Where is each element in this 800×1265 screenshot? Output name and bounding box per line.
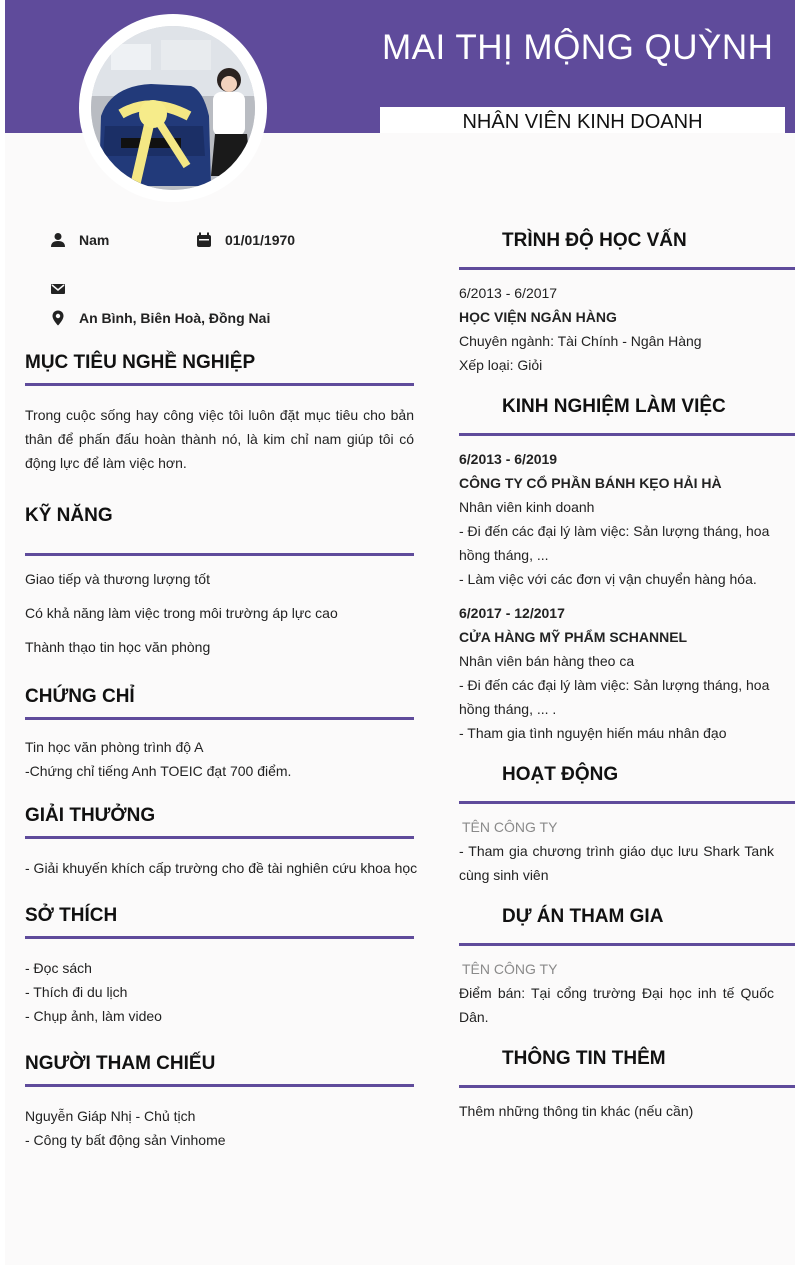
projects-divider — [459, 943, 795, 946]
experience-heading: KINH NGHIỆM LÀM VIỆC — [502, 396, 726, 417]
address-row — [50, 310, 270, 326]
education-heading: TRÌNH ĐỘ HỌC VẤN — [502, 230, 687, 251]
award-item: - Giải khuyến khích cấp trường cho đề tài nghiên cứu khoa học — [25, 860, 418, 876]
references-divider — [25, 1084, 414, 1087]
education-school: HỌC VIỆN NGÂN HÀNG — [459, 309, 617, 325]
gender-value: Nam — [79, 232, 110, 248]
experience-job — [459, 601, 769, 745]
objective-heading: MỤC TIÊU NGHỀ NGHIỆP — [25, 352, 256, 373]
awards-divider — [25, 836, 414, 839]
candidate-name: MAI THỊ MỘNG QUỲNH — [382, 28, 774, 67]
hobby-item: - Thích đi du lịch — [25, 984, 128, 1000]
skills-divider — [25, 553, 414, 556]
job-duty: hồng tháng, ... . — [459, 701, 557, 717]
job-duty: - Làm việc với các đơn vị vận chuyển hàng hóa. — [459, 571, 757, 587]
education-entry — [459, 281, 702, 377]
birthdate-value: 01/01/1970 — [225, 232, 296, 248]
education-divider — [459, 267, 795, 270]
address-value: An Bình, Biên Hoà, Đồng Nai — [79, 310, 271, 326]
certificates-list — [25, 735, 291, 783]
calendar-icon — [196, 232, 212, 248]
job-period: 6/2017 - 12/2017 — [459, 605, 565, 621]
job-duty: - Đi đến các đại lý làm việc: Sản lượng tháng, hoa — [459, 523, 770, 539]
reference-item: - Công ty bất động sản Vinhome — [25, 1132, 226, 1148]
certificate-item: Tin học văn phòng trình độ A — [25, 739, 204, 755]
activities-divider — [459, 801, 795, 804]
activities-text: - Tham gia chương trình giáo dục lưu Shark Tank cùng sinh viên — [459, 843, 774, 883]
location-icon — [50, 310, 66, 326]
experience-divider — [459, 433, 795, 436]
birthdate-row — [196, 232, 295, 248]
objective-text: Trong cuộc sống hay công việc tôi luôn đặt mục tiêu cho bản thân để phấn đấu hoàn thành nó, là kim chỉ nam giúp tôi có động lực để làm việc hơn. — [25, 407, 414, 471]
skill-item: Giao tiếp và thương lượng tốt — [25, 571, 210, 587]
hobbies-list — [25, 956, 162, 1028]
activities-org: TÊN CÔNG TY — [462, 819, 558, 835]
references-list — [25, 1104, 226, 1152]
job-role: Nhân viên kinh doanh — [459, 499, 595, 515]
awards-heading: GIẢI THƯỞNG — [25, 805, 156, 826]
job-duty: - Tham gia tình nguyện hiến máu nhân đạo — [459, 725, 727, 741]
certificates-divider — [25, 717, 414, 720]
experience-job — [459, 447, 769, 591]
job-role: Nhân viên bán hàng theo ca — [459, 653, 635, 669]
hobby-item: - Đọc sách — [25, 960, 92, 976]
projects-text: Điểm bán: Tại cổng trường Đại học inh tế Quốc Dân. — [459, 985, 774, 1025]
job-title: NHÂN VIÊN KINH DOANH — [380, 107, 785, 133]
email-icon — [50, 281, 66, 297]
education-period: 6/2013 - 6/2017 — [459, 285, 558, 301]
hobbies-heading: SỞ THÍCH — [25, 905, 118, 926]
person-icon — [50, 232, 66, 248]
education-grade: Xếp loại: Giỏi — [459, 357, 543, 373]
hobbies-divider — [25, 936, 414, 939]
job-duty: hồng tháng, ... — [459, 547, 549, 563]
certificate-item: -Chứng chỉ tiếng Anh TOEIC đạt 700 điểm. — [25, 763, 292, 779]
projects-org: TÊN CÔNG TY — [462, 961, 558, 977]
education-major: Chuyên ngành: Tài Chính - Ngân Hàng — [459, 333, 702, 349]
activities-heading: HOẠT ĐỘNG — [502, 764, 619, 785]
job-company: CỬA HÀNG MỸ PHẨM SCHANNEL — [459, 629, 688, 645]
skills-heading: KỸ NĂNG — [25, 505, 113, 526]
more-info-divider — [459, 1085, 795, 1088]
hobby-item: - Chụp ảnh, làm video — [25, 1008, 162, 1024]
job-period: 6/2013 - 6/2019 — [459, 451, 558, 467]
job-company: CÔNG TY CỔ PHẦN BÁNH KẸO HẢI HÀ — [459, 475, 722, 491]
avatar[interactable] — [79, 14, 267, 202]
certificates-heading: CHỨNG CHỈ — [25, 686, 135, 707]
email-row[interactable] — [50, 281, 79, 297]
skill-item: Thành thạo tin học văn phòng — [25, 639, 211, 655]
more-info-heading: THÔNG TIN THÊM — [502, 1048, 666, 1069]
references-heading: NGƯỜI THAM CHIẾU — [25, 1053, 216, 1074]
objective-divider — [25, 383, 414, 386]
projects-heading: DỰ ÁN THAM GIA — [502, 906, 664, 927]
more-info-text: Thêm những thông tin khác (nếu cần) — [459, 1103, 694, 1119]
skill-item: Có khả năng làm việc trong môi trường áp lực cao — [25, 605, 338, 621]
reference-item: Nguyễn Giáp Nhị - Chủ tịch — [25, 1108, 196, 1124]
job-duty: - Đi đến các đại lý làm việc: Sản lượng tháng, hoa — [459, 677, 770, 693]
gender-row — [50, 232, 109, 248]
avatar-photo — [91, 26, 255, 190]
